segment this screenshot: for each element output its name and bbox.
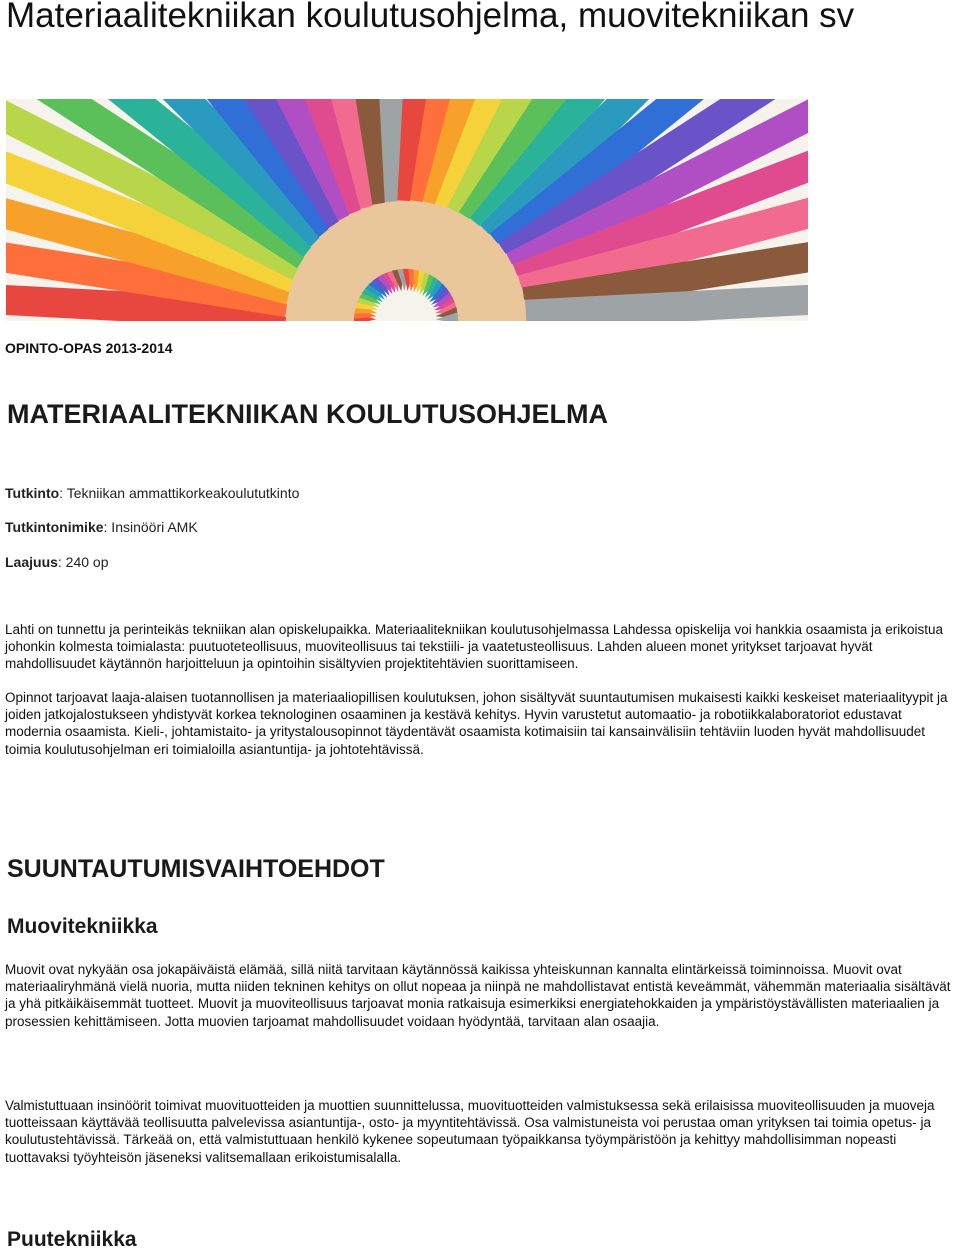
scope-label: Laajuus: [5, 554, 58, 570]
study-guide-label: OPINTO-OPAS 2013-2014: [5, 340, 173, 356]
degree-title-value: : Insinööri AMK: [103, 519, 198, 535]
degree-label: Tutkinto: [5, 485, 60, 501]
degree-value: : Tekniikan ammattikorkeakoulututkinto: [59, 485, 300, 501]
intro-paragraph-2: Opinnot tarjoavat laaja-alaisen tuotannollisen ja materiaaliopillisen koulutuksen, johon sisältyvät suuntautumisen mukaisesti kaikki keskeiset materiaalityypit ja joiden jatkojalostukseen yhdistyvät korkea teknologinen osaaminen ja kestävä kehitys. Hyvin varustetut automaatio- ja robotiikkalaboratoriot edustavat modernia osaamista. Kieli-, johtamistaito- ja yritystalousopinnot täydentävät osaamista kotimaisiin tai kansainvälisiin tehtäviin luoden hyvät mahdollisuudet toimia koulutusohjelman eri toimialoilla asiantuntija- ja johtotehtävissä.: [5, 690, 948, 757]
subsection-heading-muovitekniikka: Muovitekniikka: [7, 915, 158, 938]
muovi-paragraph-1: Muovit ovat nykyään osa jokapäiväistä elämää, sillä niitä tarvitaan käytännössä kaikissa yhteiskunnan kannalta elintärkeissä toiminnoissa. Muovit ovat materiaaliryhmänä vielä nuoria, mutta niiden tekninen kehitys on ollut nopeaa ja niinpä ne mahdollistavat entistä keveämmät, vähemmän materiaalia sisältävät ja yhä pitkäikäisemmät tuotteet. Muovit ja muoviteollisuus tarjoavat monia ratkaisuja esimerkiksi energiatehokkaiden ja ympäristöystävällisten materiaalien ja prosessien kehittämiseen. Jotta muovien tarjoamat mahdollisuudet voidaan hyödyntää, tarvitaan alan osaajia.: [5, 962, 951, 1029]
scope-row: [5, 554, 109, 570]
page-title: Materiaalitekniikan koulutusohjelma, muovitekniikan sv: [6, 0, 855, 35]
muovi-paragraph-2: Valmistuttuaan insinöörit toimivat muovituotteiden ja muottien suunnittelussa, muovituotteiden valmistuksessa sekä erilaisissa muoviteollisuuden ja muoveja tuotteissaan käyttävää teollisuutta palvelevissa asiantuntija-, osto- ja myyntitehtävissä. Osa valmistuneista voi perustaa oman yrityksen tai toimia opetus- ja koulutustehtävissä. Tärkeää on, että valmistuttuaan henkilö kykenee sopeutumaan työpaikkansa työympäristöön ja kehittyy mahdollisimman nopeasti tuottavaksi työyhteisön jäseneksi valitsemallaan erikoistumisalalla.: [5, 1098, 935, 1165]
degree-title-row: [5, 519, 198, 535]
program-heading: MATERIAALITEKNIIKAN KOULUTUSOHJELMA: [7, 399, 608, 429]
degree-title-label: Tutkintonimike: [5, 519, 104, 535]
degree-row: [5, 485, 299, 501]
hero-image: [6, 99, 808, 321]
subsection-heading-puutekniikka: Puutekniikka: [7, 1228, 137, 1251]
section-heading: SUUNTAUTUMISVAIHTOEHDOT: [7, 855, 385, 883]
scope-value: : 240 op: [57, 554, 109, 570]
intro-paragraph-1: Lahti on tunnettu ja perinteikäs tekniikan alan opiskelupaikka. Materiaalitekniikan koulutusohjelmassa Lahdessa opiskelija voi hankkia osaamista ja erikoistua johonkin kolmesta toimialasta: puutuoteteollisuus, muoviteollisuus tai tekstiili- ja vaatetusteollisuus. Lahden alueen monet yritykset tarjoavat hyvät mahdollisuudet käytännön harjoitteluun ja opintoihin sisältyvien projektitehtävien suorittamiseen.: [5, 622, 944, 672]
colored-pencils-illustration: [6, 99, 808, 321]
